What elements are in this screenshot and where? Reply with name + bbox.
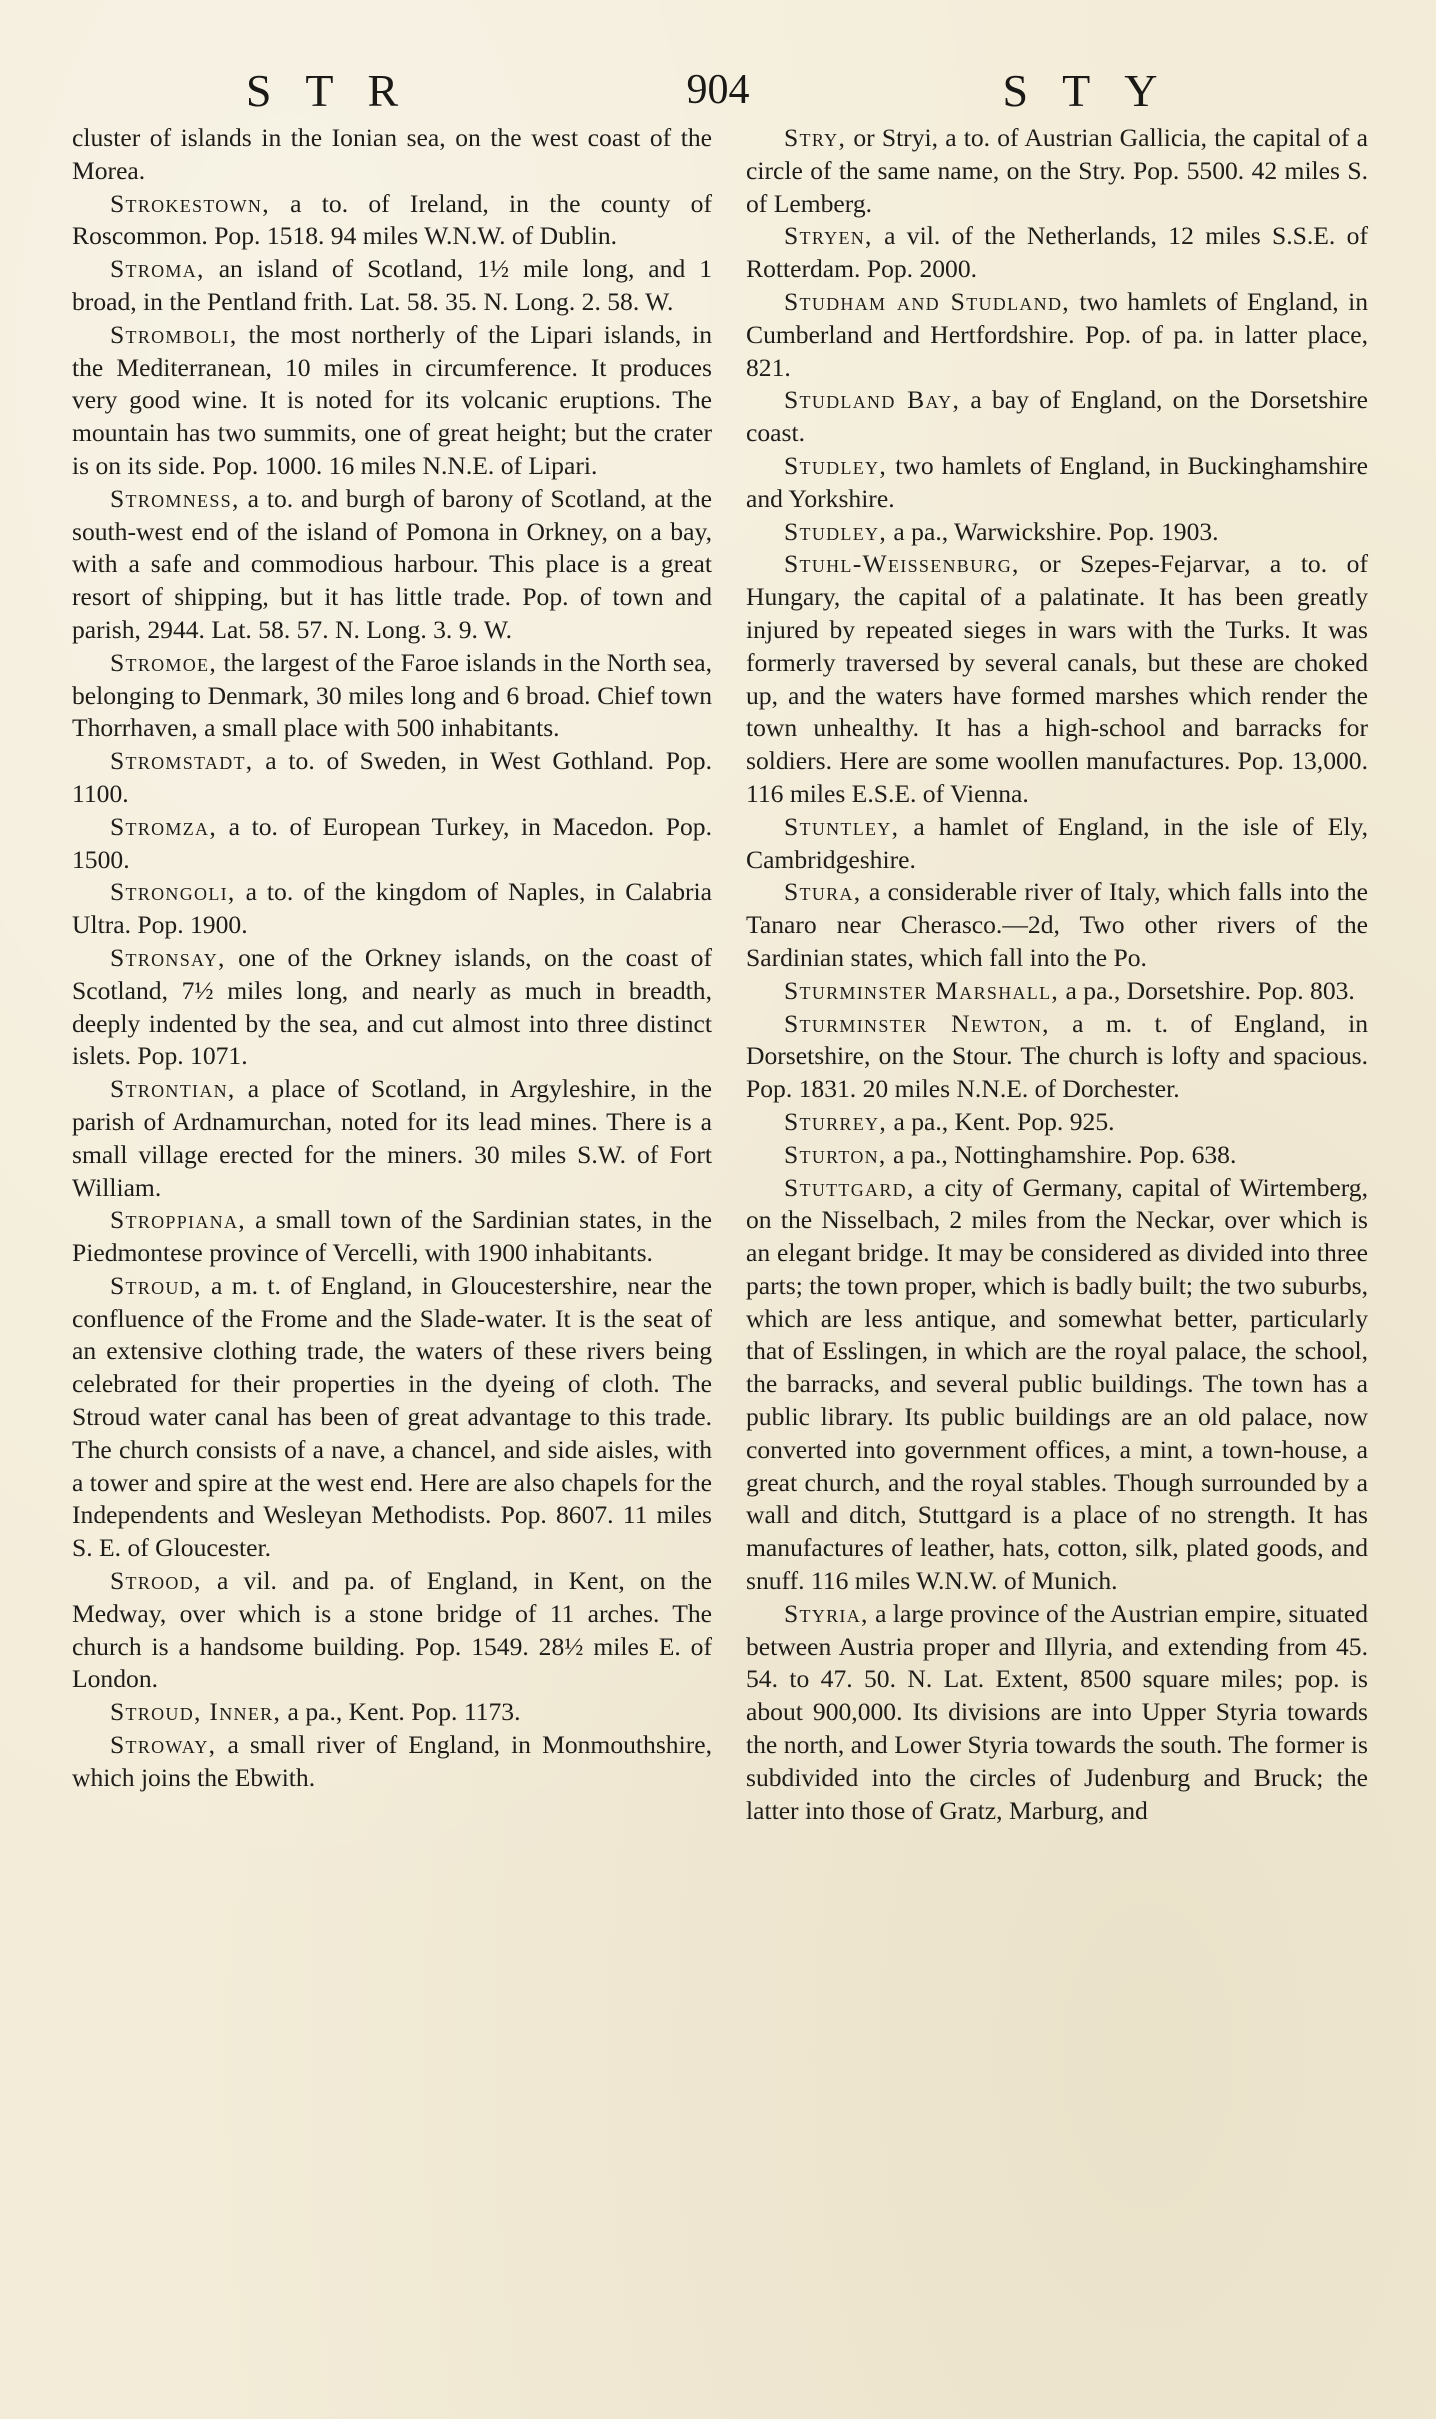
entry-headword: Stura, xyxy=(784,877,862,907)
entry-text: a to. of Ireland, in the county of Roscommon. Pop. 1518. 94 miles W.N.W. of Dublin. xyxy=(72,188,712,251)
gazetteer-entry xyxy=(746,1106,1368,1139)
entry-text: a small town of the Sardinian states, in the Piedmontese province of Vercelli, with 1900 inhabitants. xyxy=(72,1205,712,1268)
entry-text: a pa., Nottinghamshire. Pop. 638. xyxy=(886,1139,1237,1169)
gazetteer-entry xyxy=(746,1598,1368,1828)
entry-headword: Stryen, xyxy=(784,221,873,251)
page-number: 904 xyxy=(686,67,750,113)
entry-text: a pa., Dorsetshire. Pop. 803. xyxy=(1059,975,1355,1005)
gazetteer-entry xyxy=(746,548,1368,810)
entry-text: a m. t. of England, in Gloucestershire, near the confluence of the Frome and the Slade-water. It is the seat of an extensive clothing trade, the waters of these rivers being celebrated for their properties in the dyeing of cloth. The Stroud water canal has been of great advantage to this trade. The church consists of a nave, a chancel, and side aisles, with a tower and spire at the west end. Here are also chapels for the Independents and Wesleyan Methodists. Pop. 8607. 11 miles S. E. of Gloucester. xyxy=(72,1270,712,1563)
entry-headword: Stuhl-Weissenburg, xyxy=(784,549,1020,579)
entry-headword: Stromboli, xyxy=(110,319,238,349)
entry-text: an island of Scotland, 1½ mile long, and 1 broad, in the Pentland frith. Lat. 58. 35. N. Long. 2. 58. W. xyxy=(72,254,712,316)
gazetteer-entry xyxy=(746,384,1368,450)
entry-headword: Studham and Studland, xyxy=(784,286,1070,316)
gazetteer-entry xyxy=(72,122,712,188)
entry-text: the largest of the Faroe islands in the North sea, belonging to Denmark, 30 miles long and 6 broad. Chief town Thorrhaven, a small place with 500 inhabitants. xyxy=(72,647,712,743)
gazetteer-entry xyxy=(746,1139,1368,1172)
gazetteer-entry xyxy=(72,1073,712,1204)
gazetteer-entry xyxy=(72,253,712,319)
entry-headword: Stuttgard, xyxy=(784,1172,915,1202)
gazetteer-entry xyxy=(746,516,1368,549)
gazetteer-entry xyxy=(72,1565,712,1696)
gazetteer-entry xyxy=(72,811,712,877)
entry-text: a hamlet of England, in the isle of Ely, Cambridgeshire. xyxy=(746,811,1368,874)
entry-text: one of the Orkney islands, on the coast of Scotland, 7½ miles long, and nearly as much in breadth, deeply indented by the sea, and cut almost into three distinct islets. Pop. 1071. xyxy=(72,942,712,1071)
entry-text: a city of Germany, capital of Wirtemberg, on the Nisselbach, 2 miles from the Neckar, over which is an elegant bridge. It may be considered as divided into three parts; the town proper, which is badly built; the two suburbs, which are less antique, and somewhat better, particularly that of Esslingen, in which are the royal palace, the school, the barracks, and several public buildings. The town has a public library. Its public buildings are an old palace, now converted into government offices, a mint, a town-house, a great church, and the royal stables. Though surrounded by a wall and ditch, Stuttgard is a place of no strength. It has manufactures of leather, hats, cotton, silk, plated goods, and snuff. 116 miles W.N.W. of Munich. xyxy=(746,1172,1368,1596)
gazetteer-entry xyxy=(746,1008,1368,1106)
gazetteer-entry xyxy=(746,220,1368,286)
entry-text: a vil. of the Netherlands, 12 miles S.S.E. of Rotterdam. Pop. 2000. xyxy=(746,221,1368,284)
entry-headword: Strontian, xyxy=(110,1074,236,1104)
entry-headword: Stroud, xyxy=(110,1270,202,1300)
gazetteer-entry xyxy=(72,1204,712,1270)
entry-text: or Stryi, a to. of Austrian Gallicia, the capital of a circle of the same name, on the Stry. Pop. 5500. 42 miles S. of Lemberg. xyxy=(746,123,1368,218)
gazetteer-entry xyxy=(746,122,1368,220)
left-column xyxy=(72,122,712,1795)
entry-text: a considerable river of Italy, which falls into the Tanaro near Cherasco.—2d, Two other rivers of the Sardinian states, which fall into the Po. xyxy=(746,877,1368,972)
entry-headword: Strongoli, xyxy=(110,877,236,907)
entry-text: two hamlets of England, in Buckinghamshire and Yorkshire. xyxy=(746,450,1368,513)
gazetteer-entry xyxy=(746,811,1368,877)
entry-text: a large province of the Austrian empire, situated between Austria proper and Illyria, and extending from 45. 54. to 47. 50. N. Lat. Extent, 8500 square miles; pop. is about 900,000. Its divisions are into Upper Styria towards the north, and Lower Styria towards the south. The former is subdivided into the circles of Judenburg and Bruck; the latter into those of Gratz, Marburg, and xyxy=(746,1598,1368,1825)
header-left-guide: STR xyxy=(245,64,433,116)
entry-text: a vil. and pa. of England, in Kent, on the Medway, over which is a stone bridge of 11 arches. The church is a handsome building. Pop. 1549. 28½ miles E. of London. xyxy=(72,1566,712,1694)
entry-headword: Sturrey, xyxy=(784,1106,888,1136)
gazetteer-entry xyxy=(72,483,712,647)
entry-headword: Stroppiana, xyxy=(110,1205,246,1235)
entry-text: a pa., Kent. Pop. 1173. xyxy=(281,1697,521,1727)
entry-headword: Studley, xyxy=(784,450,888,480)
gazetteer-entry xyxy=(72,1729,712,1795)
gazetteer-entry xyxy=(746,876,1368,974)
entry-text: a to. of European Turkey, in Macedon. Pop. 1500. xyxy=(72,811,712,874)
entry-text: cluster of islands in the Ionian sea, on the west coast of the Morea. xyxy=(72,123,712,185)
gazetteer-entry xyxy=(746,286,1368,384)
gazetteer-entry xyxy=(72,1696,712,1729)
gazetteer-entry xyxy=(746,450,1368,516)
entry-headword: Stroma, xyxy=(110,254,205,284)
entry-text: or Szepes-Fejarvar, a to. of Hungary, the capital of a palatinate. It has been greatly injured by repeated sieges in wars with the Turks. It was formerly traversed by several canals, but these are choked up, and the waters have formed marshes which render the town unhealthy. It has a high-school and barracks for soldiers. Here are some woollen manufactures. Pop. 13,000. 116 miles E.S.E. of Vienna. xyxy=(746,549,1368,808)
gazetteer-entry xyxy=(746,1172,1368,1598)
entry-headword: Sturminster Marshall, xyxy=(784,975,1060,1005)
entry-headword: Sturminster Newton, xyxy=(784,1008,1050,1038)
gazetteer-entry xyxy=(72,876,712,942)
entry-text: a pa., Kent. Pop. 925. xyxy=(887,1106,1115,1136)
entry-headword: Stromza, xyxy=(110,811,218,841)
entry-headword: Stuntley, xyxy=(784,811,900,841)
entry-headword: Stromoe, xyxy=(110,647,218,677)
gazetteer-entry xyxy=(72,647,712,745)
entry-headword: Stromstadt, xyxy=(110,746,254,776)
entry-headword: Stromness, xyxy=(110,483,240,513)
gazetteer-entry xyxy=(72,942,712,1073)
header-right-guide: STY xyxy=(1002,64,1192,116)
entry-text: a to. and burgh of barony of Scotland, at the south-west end of the island of Pomona in Orkney, on a bay, with a safe and commodious harbour. This place is a great resort of shipping, but it has little trade. Pop. of town and parish, 2944. Lat. 58. 57. N. Long. 3. 9. W. xyxy=(72,483,712,644)
entry-headword: Stry, xyxy=(784,123,847,152)
entry-headword: Strood, xyxy=(110,1566,202,1596)
entry-headword: Styria, xyxy=(784,1598,869,1628)
right-column xyxy=(746,122,1368,1827)
entry-headword: Strokestown, xyxy=(110,188,270,218)
entry-headword: Stroway, xyxy=(110,1730,217,1760)
gazetteer-entry xyxy=(72,319,712,483)
entry-text: a place of Scotland, in Argyleshire, in the parish of Ardnamurchan, noted for its lead mines. There is a small village erected for the miners. 30 miles S.W. of Fort William. xyxy=(72,1074,712,1202)
entry-text: two hamlets of England, in Cumberland and Hertfordshire. Pop. of pa. in latter place, 821. xyxy=(746,286,1368,382)
entry-text: a small river of England, in Monmouthshire, which joins the Ebwith. xyxy=(72,1730,712,1792)
entry-headword: Studland Bay, xyxy=(784,385,961,415)
gazetteer-entry xyxy=(72,188,712,254)
gazetteer-entry xyxy=(746,975,1368,1008)
entry-text: a m. t. of England, in Dorsetshire, on the Stour. The church is lofty and spacious. Pop. 1831. 20 miles N.N.E. of Dorchester. xyxy=(746,1008,1369,1104)
running-header xyxy=(70,55,1366,125)
gazetteer-entry xyxy=(72,745,712,811)
entry-headword: Stroud, Inner, xyxy=(110,1697,282,1727)
entry-text: a pa., Warwickshire. Pop. 1903. xyxy=(887,516,1219,546)
entry-text: a to. of the kingdom of Naples, in Calabria Ultra. Pop. 1900. xyxy=(72,877,712,940)
entry-text: a bay of England, on the Dorsetshire coast. xyxy=(746,385,1368,448)
entry-text: a to. of Sweden, in West Gothland. Pop. 1100. xyxy=(72,746,712,808)
entry-headword: Sturton, xyxy=(784,1139,887,1169)
entry-headword: Studley, xyxy=(784,516,888,546)
entry-headword: Stronsay, xyxy=(110,942,226,972)
gazetteer-entry xyxy=(72,1270,712,1565)
entry-text: the most northerly of the Lipari islands, in the Mediterranean, 10 miles in circumference. It produces very good wine. It is noted for its volcanic eruptions. The mountain has two summits, one of great height; but the crater is on its side. Pop. 1000. 16 miles N.N.E. of Lipari. xyxy=(72,319,712,480)
